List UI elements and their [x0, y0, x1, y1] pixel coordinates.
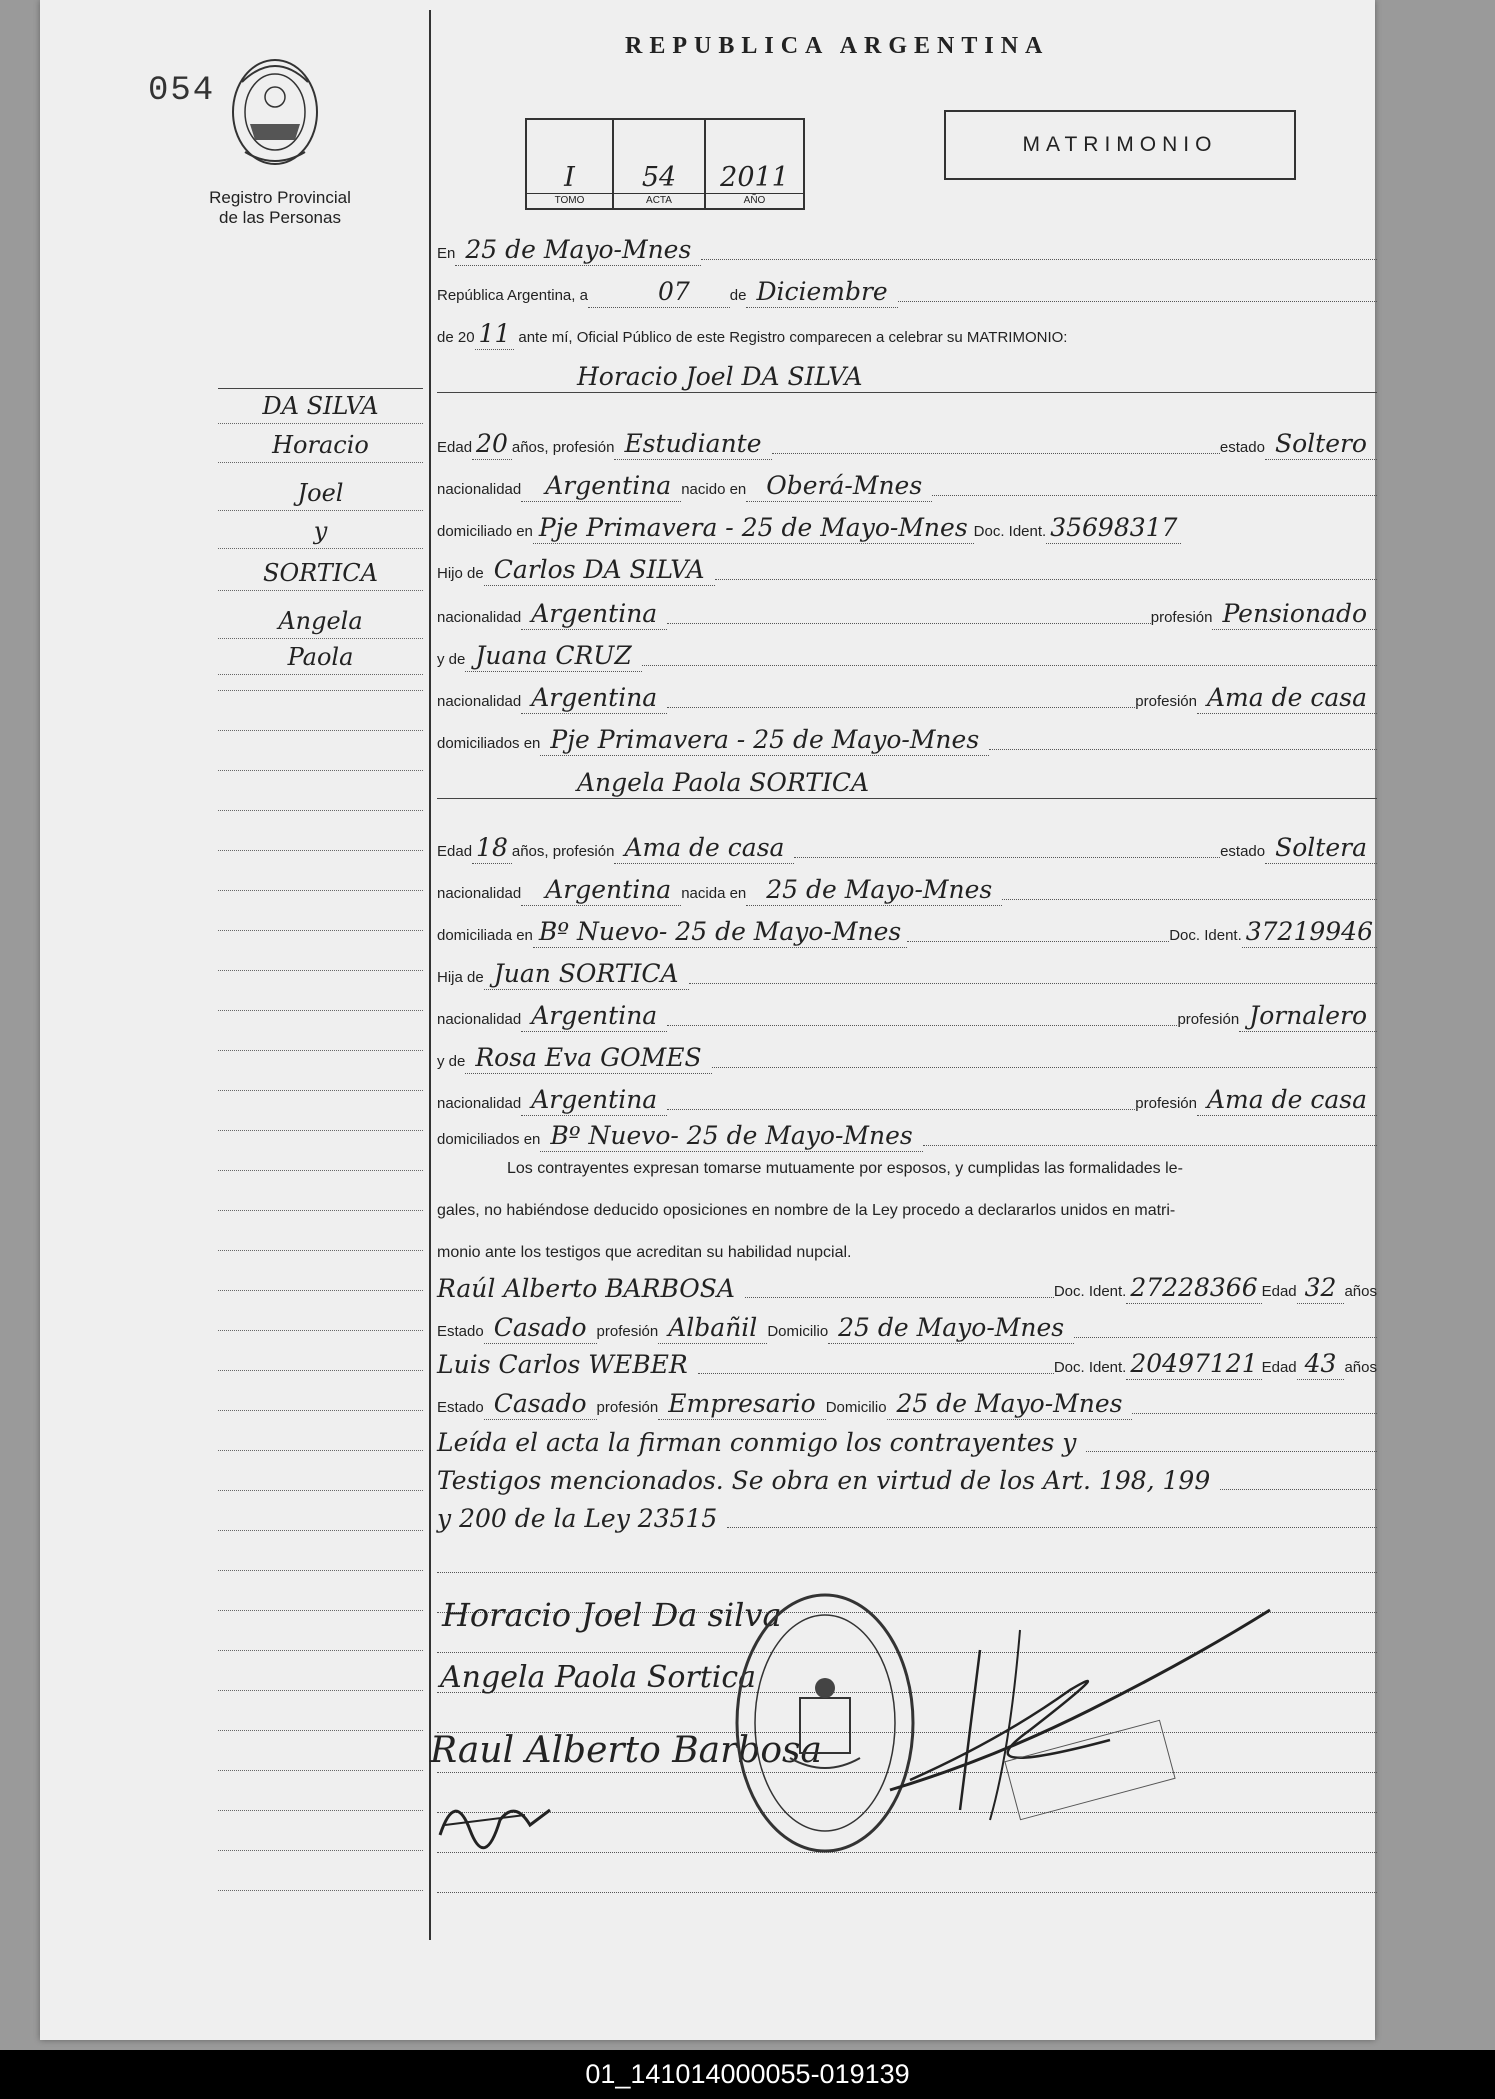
year-suffix: 11 [475, 319, 515, 350]
edad-label: Edad [1261, 1283, 1297, 1300]
closing-note: Testigos mencionados. Se obra en virtud de los Art. 198, 199 [437, 1466, 1211, 1495]
bride-father-nationality: Argentina [521, 1001, 667, 1032]
edad-label: Edad [437, 439, 473, 456]
domiciliados-label: domiciliados en [437, 1131, 541, 1148]
margin-dotted-line [218, 1130, 423, 1131]
intro-day: 07 [588, 277, 730, 308]
margin-dotted-line [218, 1890, 423, 1891]
doc-label: Doc. Ident. [1053, 1283, 1127, 1300]
groom-father-profession: Pensionado [1212, 599, 1377, 630]
groom-nationality: Argentina [521, 471, 681, 502]
margin-dotted-line [218, 1770, 423, 1771]
act-type-box: MATRIMONIO [944, 110, 1296, 180]
groom-birthplace: Oberá-Mnes [746, 471, 932, 502]
official-signature-icon [870, 1590, 1290, 1850]
sidebar-line: DA SILVA [218, 388, 423, 424]
profesion-label: profesión [1177, 1011, 1240, 1028]
de-label: de [729, 287, 747, 304]
nacionalidad-label: nacionalidad [437, 1011, 522, 1028]
margin-dotted-line [218, 1690, 423, 1691]
nacionalidad-label: nacionalidad [437, 1095, 522, 1112]
margin-dotted-line [218, 1570, 423, 1571]
bride-full-name: Angela Paola SORTICA [577, 768, 870, 797]
closing-note: y 200 de la Ley 23515 [437, 1504, 718, 1533]
doc-label: Doc. Ident. [1169, 927, 1242, 944]
margin-dotted-line [218, 1650, 423, 1651]
sidebar-line: Horacio [218, 428, 423, 463]
profesion-label: profesión [596, 1323, 659, 1340]
estado-label: estado [1220, 843, 1266, 860]
groom-father-row [437, 550, 1377, 586]
groom-mother-nat-row [437, 678, 1377, 714]
groom-father: Carlos DA SILVA [484, 555, 715, 586]
bride-mother-nationality: Argentina [521, 1085, 667, 1116]
sidebar-line: Paola [218, 640, 423, 675]
tomo-cell [527, 120, 614, 208]
acta-label: ACTA [614, 193, 704, 208]
domicilio-label: domiciliado en [437, 523, 533, 540]
provincial-crest-icon [220, 52, 330, 172]
estado-label: Estado [437, 1323, 484, 1340]
bride-mother-row [437, 1038, 1377, 1074]
witness2-age: 43 [1297, 1349, 1345, 1380]
groom-mother-nationality: Argentina [521, 683, 667, 714]
blank-dotted-line [437, 1572, 1377, 1573]
bride-mother: Rosa Eva GOMES [465, 1043, 711, 1074]
acta-cell [614, 120, 706, 208]
declaration-line2: gales, no habiéndose deducido oposiciones en nombre de la Ley procedo a declararlos unidos en matri- [437, 1202, 1176, 1219]
bride-status: Soltera [1265, 833, 1377, 864]
margin-dotted-line [218, 1290, 423, 1291]
domicilio-label: Domicilio [767, 1323, 829, 1340]
margin-dotted-line [218, 730, 423, 731]
nacido-label: nacido en [681, 481, 747, 498]
country-title: REPUBLICA ARGENTINA [625, 33, 1050, 59]
bride-nationality: Argentina [521, 875, 681, 906]
sidebar-line: y [218, 514, 423, 549]
witness2-address: 25 de Mayo-Mnes [887, 1389, 1133, 1420]
margin-dotted-line [218, 1370, 423, 1371]
margin-dotted-line [218, 1170, 423, 1171]
witness2-name: Luis Carlos WEBER [437, 1350, 688, 1379]
closing-note-row [437, 1460, 1377, 1496]
hija-label: Hija de [437, 969, 484, 986]
bride-birthplace: 25 de Mayo-Mnes [746, 875, 1002, 906]
register-page [40, 0, 1375, 2040]
declaration-text [437, 1148, 1377, 1274]
groom-age: 20 [472, 429, 512, 460]
profesion-label: años, profesión [511, 843, 615, 860]
bride-father-profession: Jornalero [1239, 1001, 1377, 1032]
bride-mother-nat-row [437, 1080, 1377, 1116]
margin-dotted-line [218, 850, 423, 851]
margin-dotted-line [218, 1330, 423, 1331]
anos-label: años [1344, 1359, 1377, 1376]
closing-note-row [437, 1422, 1377, 1458]
republica-label: República Argentina, a [437, 287, 588, 304]
groom-father-nationality: Argentina [521, 599, 667, 630]
bride-profession: Ama de casa [614, 833, 794, 864]
doc-label: Doc. Ident. [973, 523, 1047, 540]
margin-dotted-line [218, 1250, 423, 1251]
year-prefix: de 20 [437, 329, 475, 346]
registry-label-line1: Registro Provincial [209, 188, 351, 207]
groom-address: Pje Primavera - 25 de Mayo-Mnes [533, 513, 974, 544]
bride-address: Bº Nuevo- 25 de Mayo-Mnes [533, 917, 907, 948]
witness2-details-row [437, 1384, 1377, 1420]
margin-dotted-line [218, 1210, 423, 1211]
bride-doc: 37219946 [1242, 917, 1377, 948]
witness1-details-row [437, 1308, 1377, 1344]
bride-father-row [437, 954, 1377, 990]
bride-signature: Angela Paola Sortica [440, 1660, 757, 1695]
profesion-label: profesión [1135, 693, 1197, 710]
groom-profession: Estudiante [614, 429, 771, 460]
margin-dotted-line [218, 1730, 423, 1731]
groom-mother-profession: Ama de casa [1197, 683, 1377, 714]
ano-cell [706, 120, 803, 208]
witness1-doc: 27228366 [1126, 1273, 1261, 1304]
margin-dotted-line [218, 930, 423, 931]
closing-note-row [437, 1498, 1377, 1534]
margin-dotted-line [218, 810, 423, 811]
groom-status: Soltero [1265, 429, 1377, 460]
ano-value: 2011 [720, 162, 789, 193]
witness1-status: Casado [484, 1313, 597, 1344]
witness1-name: Raúl Alberto BARBOSA [437, 1274, 735, 1303]
witness2-profession: Empresario [658, 1389, 825, 1420]
domicilio-label: Domicilio [825, 1399, 887, 1416]
edad-label: Edad [437, 843, 473, 860]
domicilio-label: domiciliada en [437, 927, 533, 944]
witness1-profession: Albañil [658, 1313, 767, 1344]
witness2-signature-scribble-icon [435, 1780, 555, 1850]
profesion-label: profesión [596, 1399, 659, 1416]
groom-mother: Juana CRUZ [465, 641, 641, 672]
hijo-label: Hijo de [437, 565, 484, 582]
nacionalidad-label: nacionalidad [437, 885, 522, 902]
nacionalidad-label: nacionalidad [437, 609, 522, 626]
declaration-line3: monio ante los testigos que acreditan su habilidad nupcial. [437, 1244, 852, 1261]
groom-parents-address: Pje Primavera - 25 de Mayo-Mnes [540, 725, 989, 756]
estado-label: Estado [437, 1399, 484, 1416]
witness2-doc: 20497121 [1126, 1349, 1261, 1380]
bride-mother-profession: Ama de casa [1197, 1085, 1377, 1116]
intro-month: Diciembre [746, 277, 897, 308]
intro-date-row [437, 272, 1377, 308]
margin-dotted-line [218, 1090, 423, 1091]
bride-father-nat-row [437, 996, 1377, 1032]
record-box [525, 118, 805, 210]
groom-nationality-row [437, 466, 1377, 502]
margin-rule [429, 10, 431, 1940]
groom-parents-address-row [437, 720, 1377, 756]
groom-mother-row [437, 636, 1377, 672]
domiciliados-label: domiciliados en [437, 735, 541, 752]
nacida-label: nacida en [681, 885, 747, 902]
en-label: En [437, 245, 456, 262]
bride-address-row [437, 912, 1377, 948]
margin-dotted-line [218, 1530, 423, 1531]
witness1-address: 25 de Mayo-Mnes [828, 1313, 1074, 1344]
edad-label: Edad [1261, 1359, 1297, 1376]
groom-full-name: Horacio Joel DA SILVA [577, 362, 863, 391]
profesion-label: profesión [1150, 609, 1213, 626]
intro-place-row [437, 230, 1377, 266]
profesion-label: profesión [1135, 1095, 1197, 1112]
witness1-row [437, 1268, 1377, 1304]
witness2-row [437, 1344, 1377, 1380]
intro-place: 25 de Mayo-Mnes [455, 235, 701, 266]
nacionalidad-label: nacionalidad [437, 693, 522, 710]
acta-value: 54 [641, 162, 677, 193]
intro-year-row [437, 314, 1377, 350]
margin-dotted-line [218, 1010, 423, 1011]
margin-dotted-line [218, 1490, 423, 1491]
declaration-line1: Los contrayentes expresan tomarse mutuamente por esposos, y cumplidas las formalidades le- [507, 1160, 1183, 1177]
profesion-label: años, profesión [511, 439, 615, 456]
margin-dotted-line [218, 1410, 423, 1411]
tomo-label: TOMO [527, 193, 612, 208]
groom-age-row [437, 424, 1377, 460]
margin-dotted-line [218, 770, 423, 771]
groom-address-row [437, 508, 1377, 544]
estado-label: estado [1219, 439, 1265, 456]
nacionalidad-label: nacionalidad [437, 481, 522, 498]
margin-dotted-line [218, 890, 423, 891]
sidebar-line: SORTICA [218, 556, 423, 591]
blank-dotted-line [437, 1892, 1377, 1893]
tomo-value: I [564, 162, 575, 193]
sheet-number: 054 [148, 72, 216, 110]
ano-label: AÑO [706, 193, 803, 208]
margin-dotted-line [218, 1050, 423, 1051]
image-code-caption: 01_141014000055-019139 [0, 2050, 1495, 2099]
margin-dotted-line [218, 970, 423, 971]
anos-label: años [1344, 1283, 1377, 1300]
yde-label: y de [437, 1053, 466, 1070]
groom-name-row [437, 356, 1377, 393]
margin-dotted-line [218, 1450, 423, 1451]
bride-nationality-row [437, 870, 1377, 906]
witness2-status: Casado [484, 1389, 597, 1420]
groom-doc: 35698317 [1046, 513, 1181, 544]
margin-dotted-line [218, 1610, 423, 1611]
bride-name-row [437, 762, 1377, 799]
bride-father: Juan SORTICA [484, 959, 689, 990]
sidebar-line: Angela [218, 604, 423, 639]
doc-label: Doc. Ident. [1053, 1359, 1127, 1376]
bride-parents-address-row [437, 1116, 1377, 1152]
groom-signature: Horacio Joel Da silva [442, 1596, 782, 1634]
yde-label: y de [437, 651, 466, 668]
intro-statement: ante mí, Oficial Público de este Registro comparecen a celebrar su MATRIMONIO: [518, 329, 1068, 346]
closing-note: Leída el acta la firman conmigo los contrayentes y [437, 1428, 1077, 1457]
bride-parents-address: Bº Nuevo- 25 de Mayo-Mnes [540, 1121, 922, 1152]
margin-dotted-line [218, 1850, 423, 1851]
bride-age-row [437, 828, 1377, 864]
registry-label-line2: de las Personas [219, 208, 341, 227]
sidebar-line: Joel [218, 476, 423, 511]
margin-dotted-line [218, 690, 423, 691]
groom-father-nat-row [437, 594, 1377, 630]
margin-dotted-line [218, 1810, 423, 1811]
witness-signature: Raul Alberto Barbosa [430, 1730, 822, 1771]
bride-age: 18 [472, 833, 512, 864]
registry-label [180, 188, 380, 228]
witness1-age: 32 [1297, 1273, 1345, 1304]
